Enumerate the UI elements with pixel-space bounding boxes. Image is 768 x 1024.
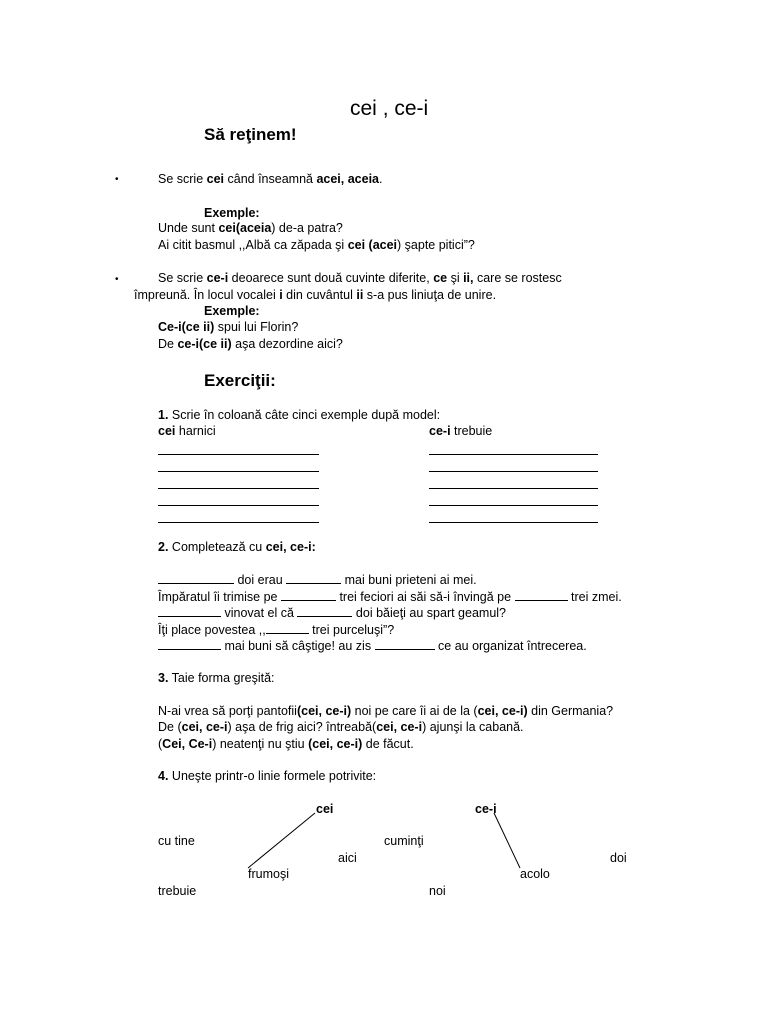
exercise-1-instruction: 1. Scrie în coloană câte cinci exemple după model:	[158, 408, 441, 422]
title-cei: cei	[350, 97, 377, 120]
exercise-2-sentence-2: Împăratul îi trimise pe trei feciori ai săi să-i învingă pe trei zmei.	[158, 590, 622, 604]
rule1-example-2: Ai citit basmul ,,Albă ca zăpada şi cei (acei) şapte pitici”?	[158, 238, 475, 252]
rule2-text-line1: Se scrie ce-i deoarece sunt două cuvinte diferite, ce şi ii, care se rostesc	[158, 271, 562, 285]
exercise-3-instruction: 3. Taie forma greşită:	[158, 671, 275, 685]
word-noi[interactable]: noi	[429, 884, 446, 898]
word-cuminti[interactable]: cuminţi	[384, 834, 424, 848]
word-cu-tine[interactable]: cu tine	[158, 834, 195, 848]
exercise-3-sentence-3: (Cei, Ce-i) neatenţi nu ştiu (cei, ce-i) de făcut.	[158, 737, 414, 751]
word-trebuie[interactable]: trebuie	[158, 884, 197, 898]
word-frumosi[interactable]: frumoşi	[248, 867, 289, 881]
connector-ce-i-acolo	[494, 813, 520, 868]
exercise-2-sentence-3: vinovat el că doi băieţi au spart geamul?	[158, 604, 506, 621]
connector-cei-frumosi	[248, 813, 315, 868]
exercise-1-right-model: ce-i trebuie	[429, 424, 493, 438]
rule1-text: Se scrie cei când înseamnă acei, aceia.	[158, 172, 383, 186]
bullet-2: •	[115, 274, 119, 285]
exercise-4-instruction: 4. Uneşte printr-o linie formele potrivite:	[158, 769, 377, 783]
exercise-3-sentence-1: N-ai vrea să porţi pantofii(cei, ce-i) noi pe care îi ai de la (cei, ce-i) din Germania?	[158, 704, 614, 718]
rule2-example-1: Ce-i(ce ii) spui lui Florin?	[158, 320, 299, 334]
word-doi[interactable]: doi	[610, 851, 627, 865]
word-acolo[interactable]: acolo	[520, 867, 550, 881]
word-ce-i[interactable]: ce-i	[475, 802, 497, 816]
subtitle: Să reţinem!	[204, 125, 297, 144]
exercises-heading: Exerciţii:	[204, 371, 276, 390]
exercise-2-sentence-5: mai buni să câştige! au zis ce au organizat întrecerea.	[158, 637, 587, 654]
title-ce-i: , ce-i	[382, 97, 429, 120]
exercise-3-sentence-2: De (cei, ce-i) aşa de frig aici? întreabă(cei, ce-i) ajunşi la cabană.	[158, 720, 524, 734]
exercise-2-sentence-1: doi erau mai buni prieteni ai mei.	[158, 571, 477, 588]
exercise-2-instruction: 2. Completează cu cei, ce-i:	[158, 540, 316, 554]
rule2-examples-heading: Exemple:	[204, 304, 260, 318]
word-aici[interactable]: aici	[338, 851, 357, 865]
word-cei[interactable]: cei	[316, 802, 334, 816]
exercise-1-left-model: cei harnici	[158, 424, 216, 438]
rule2-text-line2: împreună. În locul vocalei i din cuvântul ii s-a pus liniuţa de unire.	[134, 288, 497, 302]
rule1-example-1: Unde sunt cei(aceia) de-a patra?	[158, 221, 343, 235]
rule1-examples-heading: Exemple:	[204, 206, 260, 220]
bullet-1: •	[115, 174, 119, 185]
exercise-2-sentence-4: Îţi place povestea ,, trei purceluşi”?	[158, 623, 395, 637]
rule2-example-2: De ce-i(ce ii) aşa dezordine aici?	[158, 337, 343, 351]
